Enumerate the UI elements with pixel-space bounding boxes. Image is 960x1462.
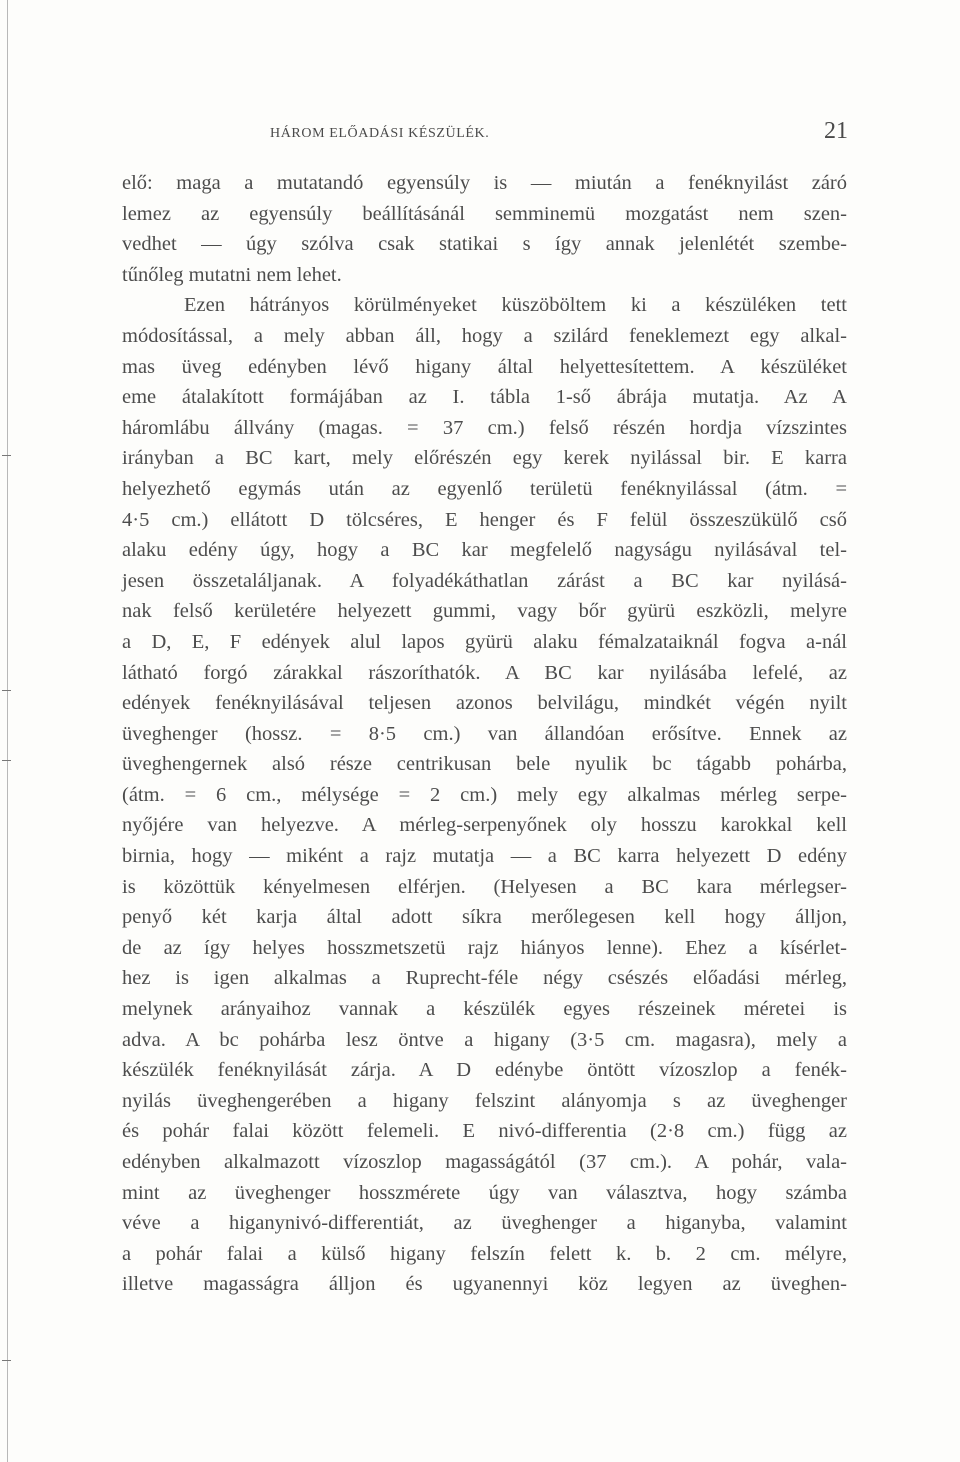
text-line: nyilás üveghengerében a higany felszint alányomja s az üveghenger bbox=[122, 1089, 847, 1112]
text-line: edények fenéknyilásával teljesen azonos belvilágu, mindkét végén nyilt bbox=[122, 692, 847, 715]
text-line: mas üveg edényben lévő higany által helyettesítettem. A készüléket bbox=[122, 355, 847, 378]
body-text bbox=[122, 168, 847, 1300]
text-line: is közöttük kényelmesen elférjen. (Helyesen a BC kara mérlegser- bbox=[122, 875, 847, 898]
text-line: látható forgó zárakkal rászoríthatók. A BC kar nyilásába lefelé, az bbox=[122, 661, 847, 684]
text-line: és pohár falai között felemeli. E nivó-differentia (2·8 cm.) függ az bbox=[122, 1120, 847, 1143]
text-line: eme átalakított formájában az I. tábla 1-ső ábrája mutatja. Az A bbox=[122, 386, 847, 409]
text-line: jesen összetaláljanak. A folyadékáthatlan zárást a BC kar nyilásá- bbox=[122, 569, 847, 592]
text-line: mint az üveghenger hosszmérete úgy van választva, hogy számba bbox=[122, 1181, 847, 1204]
text-line: véve a higanynivó-differentiát, az üveghenger a higanyba, valamint bbox=[122, 1212, 847, 1235]
text-line: birnia, hogy — miként a rajz mutatja — a BC karra helyezett D edény bbox=[122, 845, 847, 868]
text-line: alaku edény úgy, hogy a BC kar megfelelő nagyságu nyilásával tel- bbox=[122, 539, 847, 562]
text-line: Ezen hátrányos körülményeket küszöböltem ki a készüléken tett bbox=[184, 294, 847, 317]
scan-edge-tick bbox=[2, 690, 11, 691]
text-line: adva. A bc pohárba lesz öntve a higany (3·5 cm. magasra), mely a bbox=[122, 1028, 847, 1051]
page-number: 21 bbox=[824, 118, 848, 144]
text-line: üveghengernek alsó része centrikusan bele nyulik bc tágabb pohárba, bbox=[122, 753, 847, 776]
text-line: 4·5 cm.) ellátott D tölcséres, E henger és F felül összeszükülő cső bbox=[122, 508, 847, 531]
scan-edge-tick bbox=[2, 1360, 11, 1361]
text-line: vedhet — úgy szólva csak statikai s így annak jelenlétét szembe- bbox=[122, 233, 847, 256]
text-line: penyő két karja által adott síkra merőlegesen kell hogy álljon, bbox=[122, 906, 847, 929]
scan-edge-tick bbox=[2, 760, 11, 761]
running-head bbox=[128, 118, 848, 148]
text-line: üveghenger (hossz. = 8·5 cm.) van állandóan erősítve. Ennek az bbox=[122, 722, 847, 745]
text-line: irányban a BC kart, mely előrészén egy kerek nyilással bir. E karra bbox=[122, 447, 847, 470]
text-line: melynek arányaihoz vannak a készülék egyes részeinek méretei is bbox=[122, 998, 847, 1021]
running-title: HÁROM ELŐADÁSI KÉSZÜLÉK. bbox=[270, 126, 490, 141]
scan-edge-line bbox=[7, 0, 8, 1462]
text-line: módosítással, a mely abban áll, hogy a szilárd feneklemezt egy alkal- bbox=[122, 324, 847, 347]
text-line: nak felső kerületére helyezett gummi, vagy bőr gyürü eszközli, melyre bbox=[122, 600, 847, 623]
text-line: edényben alkalmazott vízoszlop magasságától (37 cm.). A pohár, vala- bbox=[122, 1151, 847, 1173]
text-line: de az így helyes hosszmetszetü rajz hiányos lenne). Ehez a kísérlet- bbox=[122, 936, 847, 959]
text-line: hez is igen alkalmas a Ruprecht-féle négy csészés előadási mérleg, bbox=[122, 967, 847, 990]
text-line: a pohár falai a külső higany felszín felett k. b. 2 cm. mélyre, bbox=[122, 1242, 847, 1265]
text-line: készülék fenéknyilását zárja. A D edénybe öntött vízoszlop a fenék- bbox=[122, 1059, 847, 1082]
text-line: háromlábu állvány (magas. = 37 cm.) felső részén hordja vízszintes bbox=[122, 416, 847, 439]
text-line: elő: maga a mutatandó egyensúly is — miután a fenéknyilást záró bbox=[122, 172, 847, 194]
text-line: a D, E, F edények alul lapos gyürü alaku fémalzataiknál fogva a-nál bbox=[122, 630, 847, 653]
text-line: illetve magasságra álljon és ugyanennyi köz legyen az üveghen- bbox=[122, 1273, 847, 1296]
text-line: helyezhető egymás után az egyenlő területü fenéknyilással (átm. = bbox=[122, 477, 847, 500]
text-line: lemez az egyensúly beállításánál semminemü mozgatást nem szen- bbox=[122, 202, 847, 225]
scan-edge-tick bbox=[2, 455, 11, 456]
text-line: tűnőleg mutatni nem lehet. bbox=[122, 263, 342, 286]
text-line: (átm. = 6 cm., mélysége = 2 cm.) mely egy alkalmas mérleg serpe- bbox=[122, 783, 847, 806]
text-line: nyőjére van helyezve. A mérleg-serpenyőnek oly hosszu karokkal kell bbox=[122, 814, 847, 837]
